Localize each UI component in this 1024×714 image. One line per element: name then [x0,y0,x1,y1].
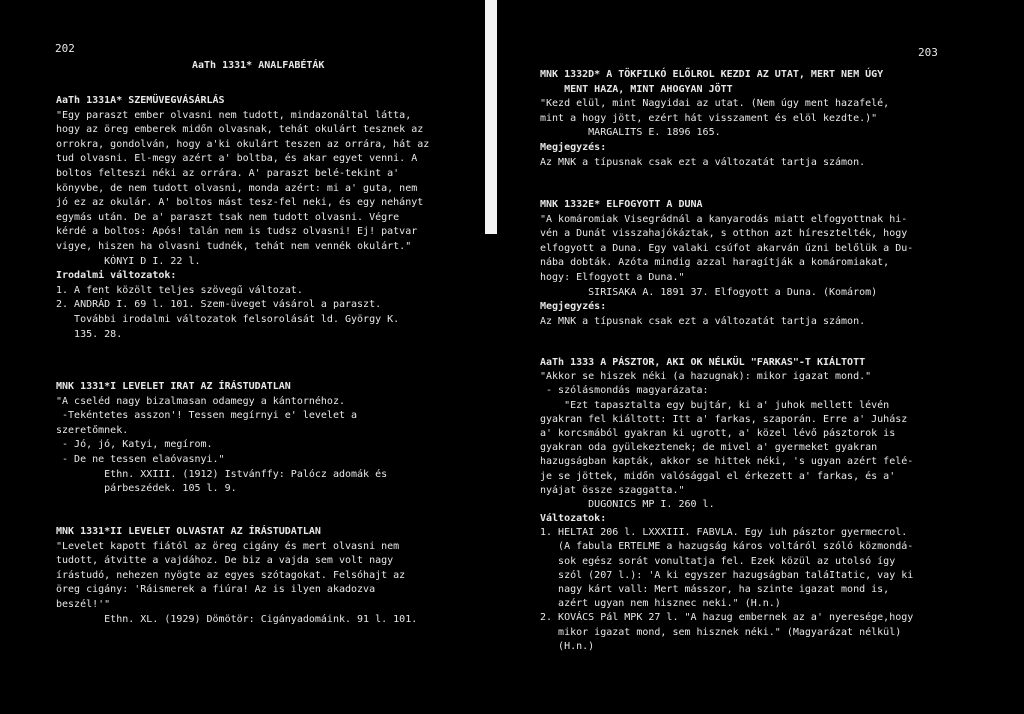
section-label: Megjegyzés: [540,301,607,313]
text-line: "A komáromiak Visegrádnál a kanyarodás miatt elfogyottnak hi- [540,213,908,225]
section-label: Irodalmi változatok: [56,270,177,282]
text-line: "Akkor se hiszek néki (a hazugnak): mikor igazat mond." [540,371,872,383]
page-number: 203 [918,46,938,59]
text-line: szól (207 l.): 'A ki egyszer hazugságban taláItatic, vay ki [540,569,914,581]
text-line: írástudó, nehezen nyögte az egyes szótagokat. Felsóhajt az [56,569,406,581]
entry-1331-II [56,525,417,627]
text-line: 2. KOVÁCS Pál MPK 27 l. "A hazug embernek az a' nyeresége,hogy [540,612,914,624]
text-line: - szólásmondás magyarázata: [540,385,709,397]
entry-heading: MNK 1332E* ELFOGYOTT A DUNA [540,199,703,210]
running-head: AaTh 1331* ANALFABÉTÁK [192,60,325,71]
text-line: - De ne tessen elaóvasnyi." [56,453,225,465]
text-line: tud olvasni. El-megy azért a' boltba, és akar egyet venni. A [56,153,418,165]
text-line: "Levelet kapott fiától az öreg cigány és mert olvasni nem [56,540,400,552]
text-line: 2. ANDRÁD I. 69 l. 101. Szem-üveget vásárol a paraszt. [56,299,382,311]
text-line: (H.n.) [540,640,595,652]
left-page [0,0,480,714]
text-line: a' korcsmából gyakran ki ugrott, a' közel lévő pásztorok is [540,427,896,439]
entry-heading: MNK 1332D* A TÖKFILKÓ ELŐLROL KEZDI AZ UTAT, MERT NEM ÚGY [540,69,884,80]
text-line: hogy az öreg emberek midőn olvasnak, tehát okulárt tesznek az [56,124,424,136]
text-line: gyakran fel kiáltott: Itt a' farkas, szaporán. Erre a' Juhász [540,413,908,425]
right-page [516,0,1024,714]
text-line: hogy: Elfogyott a Duna." [540,271,685,283]
text-line: öreg cigány: 'Ráismerek a fiúra! Az is ilyen akadozva [56,584,376,596]
text-line: boltos felteszi néki az orrára. A' paraszt belé-tekint a' [56,167,400,179]
text-line: könyvbe, de nem tudott olvasni, monda azért: mi a' guta, nem [56,182,418,194]
source-line: párbeszédek. 105 l. 9. [56,483,237,495]
text-line: "Kezd elül, mint Nagyidai az utat. (Nem úgy ment hazafelé, [540,98,890,110]
text-line: je se jöttek, midőn valósággal el érkezett a' farkas, és a' [540,470,896,482]
text-line: egymás után. De a' paraszt tsak nem tudott olvasni. Végre [56,211,400,223]
text-line: jó ez az okulár. A' boltos mást tesz-fel neki, és egy nehányt [56,197,424,209]
text-line: tudott, átvitte a vajdához. De biz a vajda sem volt nagy [56,555,394,567]
text-line: -Tekéntetes asszon'! Tessen megírnyi e' levelet a [56,410,358,422]
text-line: sok egész sorát vonultatja fel. Ezek közül az utolsó így [540,555,896,567]
entry-1331A [56,94,429,342]
text-line: Az MNK a típusnak csak ezt a változatát tartja számon. [540,156,866,168]
entry-heading: AaTh 1331A* SZEMÜVEGVÁSÁRLÁS [56,95,225,106]
source-line: Ethn. XXIII. (1912) Istvánffy: Palócz adomák és [56,468,388,480]
section-label: Megjegyzés: [540,141,607,153]
entry-heading: MENT HAZA, MINT AHOGYAN JÖTT [540,83,733,95]
text-line: beszél!'" [56,598,111,610]
text-line: orrokra, gondolván, hogy a'ki okulárt teszen az orrára, hát az [56,138,430,150]
text-line: Az MNK a típusnak csak ezt a változatát tartja számon. [540,315,866,327]
text-line: "A cseléd nagy bizalmasan odamegy a kántornéhoz. [56,395,345,407]
text-line: nába dobták. Azóta mindig azzal haragítják a komáromiakat, [540,257,890,269]
gutter-divider [485,0,497,234]
text-line: 1. HELTAI 206 l. LXXXIII. FABVLA. Egy iuh pásztor gyermecrol. [540,527,908,539]
entry-heading: AaTh 1333 A PÁSZTOR, AKI OK NÉLKÜL "FARKAS"-T KIÁLTOTT [540,357,866,368]
text-line: - Jó, jó, Katyi, megírom. [56,439,213,451]
text-line: hazugságban kapták, akkor se hittek néki, 's ugyan azért felé- [540,456,914,468]
entry-1332E [540,198,913,329]
text-line: vigye, hiszen ha olvasni tudnék, tehát nem vennék okulárt." [56,240,412,252]
text-line: nagy kárt vall: Mert másszor, ha szinte igazat mond is, [540,584,890,595]
text-line: gyakran oda gyülekeztenek; de mivel a' gyermeket gyakran [540,442,878,454]
text-line: 1. A fent közölt teljes szövegű változat. [56,284,303,296]
source-line: KÓNYI D I. 22 l. [56,255,201,267]
text-line: szeretőmnek. [56,424,129,436]
text-line: nyájat össze szaggatta." [540,484,685,496]
entry-1333 [540,356,913,654]
source-line: DUGONICS MP I. 260 l. [540,498,715,510]
text-line: mikor igazat mond, sem hisznek néki." (Magyarázat nélkül) [540,626,902,638]
section-label: Változatok: [540,513,607,525]
text-line: elfogyott a Duna. Egy valaki csúfot akarván űzni belőlük a Du- [540,242,914,254]
text-line: (A fabula ERTELME a hazugság káros voltáról szóló közmondá- [540,541,914,553]
text-line: kérdé a boltos: Após! talán nem is tudsz olvasni! Ej! patvar [56,226,418,238]
page-number: 202 [55,42,75,55]
text-line: 135. 28. [56,328,123,340]
text-line: mint a hogy jött, ezért hát visszament és elöl kezdte.)" [540,112,878,124]
entry-1332D [540,68,889,170]
text-line: "Egy paraszt ember olvasni nem tudott, mindazonáltal látta, [56,109,412,121]
entry-heading: MNK 1331*II LEVELET OLVASTAT AZ ÍRÁSTUDATLAN [56,526,321,537]
text-line: További irodalmi változatok felsorolását ld. György K. [56,313,400,325]
text-line: vén a Dunát visszahajókáztak, s otthon azt híresztelték, hogy [540,228,908,240]
source-line: MARGALITS E. 1896 165. [540,127,721,139]
text-line: azért ugyan nem hisznec neki." (H.n.) [540,598,781,610]
entry-heading: MNK 1331*I LEVELET IRAT AZ ÍRÁSTUDATLAN [56,381,291,392]
source-line: SIRISAKA A. 1891 37. Elfogyott a Duna. (Komárom) [540,286,878,298]
text-line: "Ezt tapasztalta egy bujtár, ki a' juhok mellett lévén [540,399,890,411]
source-line: Ethn. XL. (1929) Dömötör: Cigányadomáink. 91 l. 101. [56,613,418,625]
entry-1331-I [56,380,387,497]
